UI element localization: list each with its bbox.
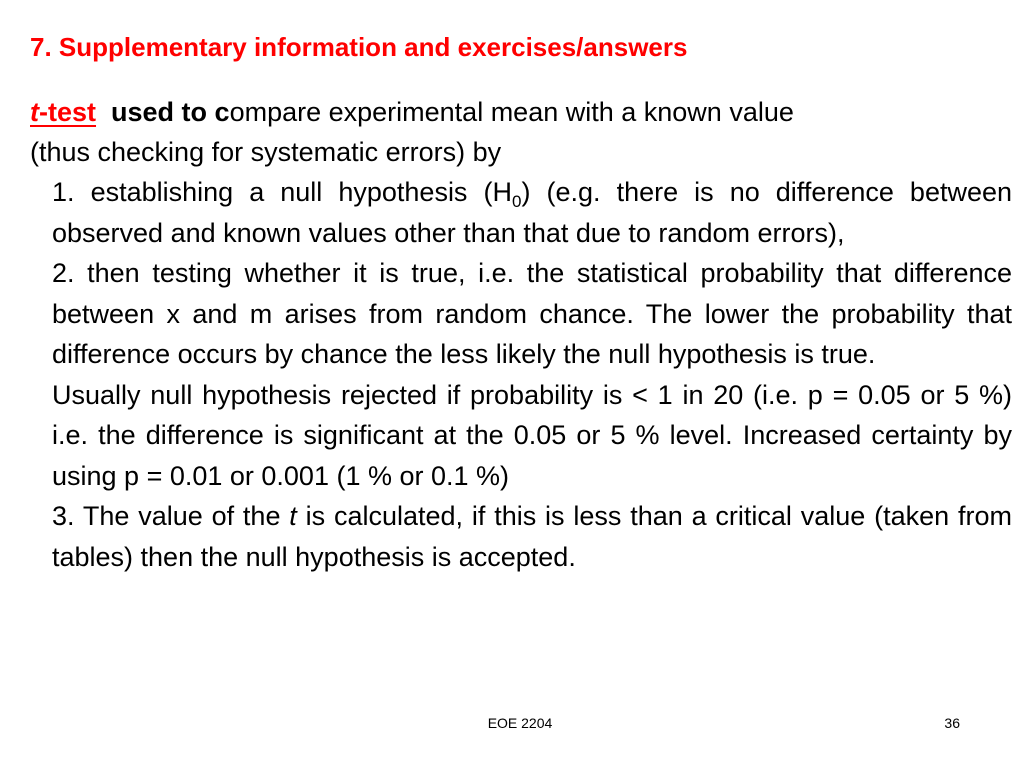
step-1-subscript: 0 (511, 192, 522, 211)
footer-page-number: 36 (944, 715, 960, 731)
ttest-label (30, 97, 96, 127)
step-2: 2. then testing whether it is true, i.e. the statistical probability that difference between x and m arises from random chance. The lower the probability that difference occurs by chance the less likely the null hypothesis is true. (52, 258, 1012, 369)
step-3-after-t: is calculated, if this is less than a critical value (taken from tables) then the null hypothesis is accepted. (52, 501, 1012, 572)
intro-line1-rest: ompare experimental mean with a known value (229, 97, 794, 127)
slide-title (30, 30, 1000, 64)
ttest-italic-t: t (30, 97, 39, 127)
step-1-before-sub: 1. establishing a null hypothesis (H (52, 177, 512, 207)
intro-line2: (thus checking for systematic errors) by (30, 137, 502, 167)
step-1-after-sub: ) (e.g. there is no difference between observed and known values other than that due to random errors), (52, 177, 1013, 248)
ttest-rest: -test (39, 97, 97, 127)
step-3-italic-t: t (289, 501, 297, 531)
step-3-before-t: 3. The value of the (52, 501, 290, 531)
usually-paragraph: Usually null hypothesis rejected if probability is < 1 in 20 (i.e. p = 0.05 or 5 %) i.e. the difference is significant at the 0.05 or 5 % level. Increased certainty by using p = 0.01 or 0.001 (1 % or 0.1 %) (52, 379, 1012, 491)
intro-paragraph (30, 92, 1010, 172)
used-to-label: used to c (111, 97, 230, 127)
slide-title-text: 7. Supplementary information and exercises/answers (30, 32, 688, 62)
footer-course-code: EOE 2204 (487, 715, 553, 731)
steps-block (52, 172, 1012, 577)
step-1 (52, 172, 1012, 253)
step-3 (52, 496, 1012, 577)
